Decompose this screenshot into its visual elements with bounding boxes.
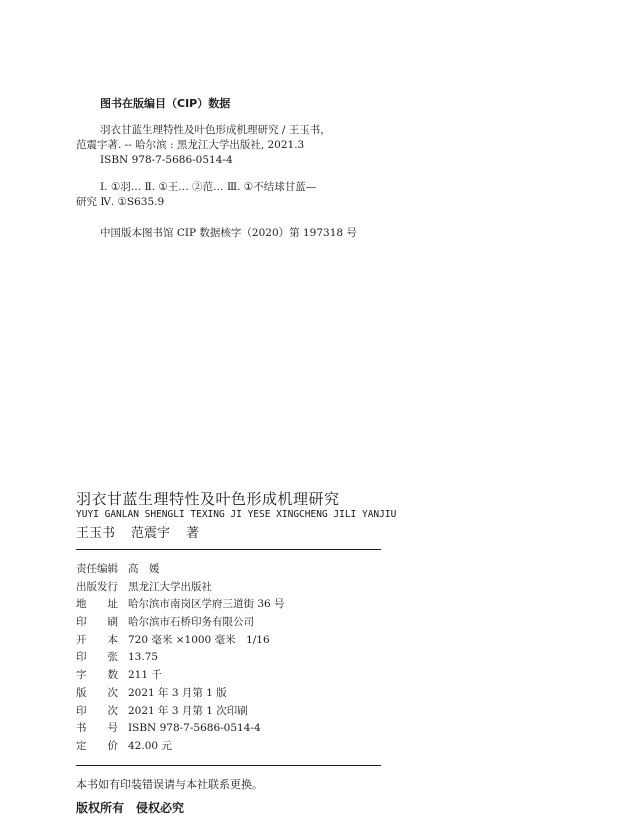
cip-heading: 图书在版编目（CIP）数据 [100, 97, 231, 110]
info-label: 书 号 [76, 722, 118, 735]
info-label: 印 刷 [76, 616, 118, 629]
info-value: 720 毫米 ×1000 毫米 1/16 [128, 633, 270, 646]
info-label: 印 次 [76, 704, 118, 717]
book-title: 羽衣甘蓝生理特性及叶色形成机理研究 [76, 490, 340, 508]
info-value: ISBN 978-7-5686-0514-4 [128, 722, 261, 735]
info-label: 印 张 [76, 651, 118, 664]
info-value: 哈尔滨市石桥印务有限公司 [128, 616, 254, 629]
info-label: 开 本 [76, 633, 118, 646]
cip-line-class: 研究 Ⅳ. ①S635.9 [76, 196, 165, 208]
cip-line-subjects: Ⅰ. ①羽… Ⅱ. ①王… ②范… Ⅲ. ①不结球甘蓝— [100, 181, 317, 193]
cip-line-title: 羽衣甘蓝生理特性及叶色形成机理研究 / 王玉书， [100, 124, 331, 136]
cip-record [76, 226, 357, 241]
cip-line-record-number: 中国版本图书馆 CIP 数据核字（2020）第 197318 号 [100, 227, 357, 239]
info-label: 字 数 [76, 669, 118, 682]
info-row-publisher [76, 579, 285, 597]
info-row-sheets [76, 649, 285, 667]
cip-classification [76, 180, 316, 210]
info-row-word-count [76, 667, 285, 685]
divider-bottom [76, 765, 381, 766]
author-1: 王玉书 [76, 526, 116, 541]
publication-info [76, 561, 285, 756]
book-title-pinyin: YUYI GANLAN SHENGLI TEXING JI YESE XINGCHENG JILI YANJIU [76, 509, 397, 520]
info-label: 责任编辑 [76, 563, 118, 575]
info-row-editor [76, 561, 285, 579]
divider-top [76, 549, 381, 550]
info-value: 2021 年 3 月第 1 版 [128, 686, 227, 699]
book-authors [76, 522, 215, 541]
info-value: 13.75 [128, 651, 159, 664]
info-row-price [76, 738, 285, 756]
author-role: 著 [186, 526, 200, 541]
info-row-isbn [76, 720, 285, 738]
info-row-edition [76, 685, 285, 703]
info-value: 黑龙江大学出版社 [128, 580, 212, 593]
info-value: 211 千 [128, 669, 162, 682]
info-value: 哈尔滨市南岗区学府三道街 36 号 [128, 598, 285, 611]
info-value: 高 媛 [128, 563, 160, 575]
info-label: 出版发行 [76, 580, 118, 593]
cip-entry [76, 123, 331, 168]
info-label: 版 次 [76, 686, 118, 699]
copyright-notice: 版权所有 侵权必究 [76, 801, 185, 815]
cip-line-publisher: 范震宇著. -- 哈尔滨 : 黑龙江大学出版社, 2021.3 [76, 139, 305, 151]
info-row-impression [76, 703, 285, 721]
defect-notice: 本书如有印装错误请与本社联系更换。 [76, 778, 263, 791]
cip-line-isbn: ISBN 978-7-5686-0514-4 [100, 154, 233, 166]
author-2: 范震宇 [131, 526, 171, 541]
info-row-address [76, 596, 285, 614]
info-label: 定 价 [76, 739, 118, 752]
info-label: 地 址 [76, 598, 118, 611]
info-row-printer [76, 614, 285, 632]
info-row-format [76, 632, 285, 650]
info-value: 2021 年 3 月第 1 次印刷 [128, 704, 248, 717]
info-value: 42.00 元 [128, 739, 172, 752]
